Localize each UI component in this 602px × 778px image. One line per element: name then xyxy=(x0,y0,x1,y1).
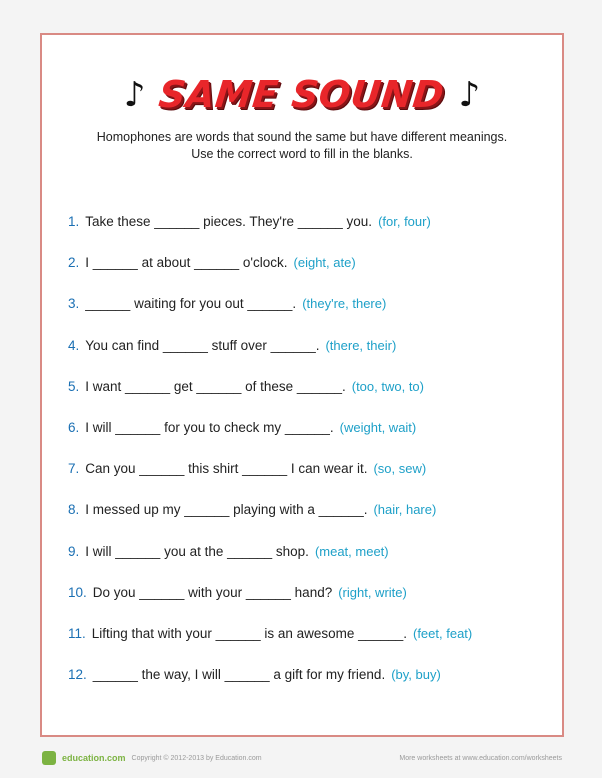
footer-more-link[interactable]: More worksheets at www.education.com/worksheets xyxy=(399,754,562,762)
item-number: 10. xyxy=(68,584,87,600)
music-note-icon: ♪ xyxy=(458,74,481,115)
instructions xyxy=(42,129,562,163)
item-word-choices: (meat, meet) xyxy=(314,543,389,559)
item-word-choices: (weight, wait) xyxy=(339,420,417,436)
exercise-list xyxy=(68,201,548,695)
worksheet-frame xyxy=(40,33,564,737)
instructions-line-1: Homophones are words that sound the same but have different meanings. xyxy=(96,130,508,144)
item-sentence: ______ waiting for you out ______. xyxy=(85,296,297,312)
item-sentence: Can you ______ this shirt ______ I can wear it. xyxy=(85,461,368,477)
item-number: 8. xyxy=(68,502,80,518)
item-sentence: I messed up my ______ playing with a ______. xyxy=(85,502,368,518)
exercise-item xyxy=(68,366,548,407)
exercise-item xyxy=(68,242,548,283)
exercise-item xyxy=(68,531,548,572)
item-number: 2. xyxy=(68,255,80,271)
item-number: 5. xyxy=(68,378,80,394)
item-number: 6. xyxy=(68,420,80,436)
exercise-item xyxy=(68,283,548,324)
item-word-choices: (right, write) xyxy=(338,584,407,600)
exercise-item xyxy=(68,201,548,242)
music-note-icon: ♪ xyxy=(123,74,146,115)
footer-left xyxy=(42,751,262,765)
item-number: 4. xyxy=(68,337,80,353)
item-sentence: Lifting that with your ______ is an awesome ______. xyxy=(91,625,407,641)
education-logo-icon xyxy=(42,751,56,765)
item-word-choices: (for, four) xyxy=(378,214,431,230)
item-word-choices: (there, their) xyxy=(325,337,397,353)
item-word-choices: (eight, ate) xyxy=(293,255,356,271)
item-sentence: Take these ______ pieces. They're ______ you. xyxy=(85,214,373,230)
item-sentence: I will ______ for you to check my ______. xyxy=(85,420,334,436)
item-word-choices: (by, buy) xyxy=(391,667,441,683)
exercise-item xyxy=(68,572,548,613)
title-row xyxy=(42,73,562,116)
item-number: 12. xyxy=(68,667,87,683)
item-sentence: I ______ at about ______ o'clock. xyxy=(85,255,288,271)
item-sentence: I want ______ get ______ of these ______. xyxy=(85,378,346,394)
worksheet-title: SAME SOUND xyxy=(157,73,447,116)
page-footer xyxy=(42,748,562,768)
item-word-choices: (feet, feat) xyxy=(412,625,473,641)
item-number: 11. xyxy=(68,625,86,641)
item-sentence: Do you ______ with your ______ hand? xyxy=(92,584,333,600)
exercise-item xyxy=(68,448,548,489)
item-sentence: ______ the way, I will ______ a gift for my friend. xyxy=(92,667,386,683)
exercise-item xyxy=(68,407,548,448)
item-sentence: I will ______ you at the ______ shop. xyxy=(85,543,309,559)
footer-logo-text: education.com xyxy=(62,753,126,763)
item-word-choices: (so, sew) xyxy=(373,461,427,477)
exercise-item xyxy=(68,654,548,695)
exercise-item xyxy=(68,613,548,654)
item-word-choices: (they're, there) xyxy=(302,296,387,312)
item-sentence: You can find ______ stuff over ______. xyxy=(85,337,320,353)
exercise-item xyxy=(68,325,548,366)
instructions-line-2: Use the correct word to fill in the blanks. xyxy=(191,147,413,161)
item-number: 1. xyxy=(68,214,80,230)
item-number: 7. xyxy=(68,461,80,477)
exercise-item xyxy=(68,489,548,530)
item-word-choices: (too, two, to) xyxy=(351,378,424,394)
footer-copyright: Copyright © 2012-2013 by Education.com xyxy=(131,754,262,762)
item-word-choices: (hair, hare) xyxy=(373,502,437,518)
item-number: 9. xyxy=(68,543,80,559)
item-number: 3. xyxy=(68,296,80,312)
